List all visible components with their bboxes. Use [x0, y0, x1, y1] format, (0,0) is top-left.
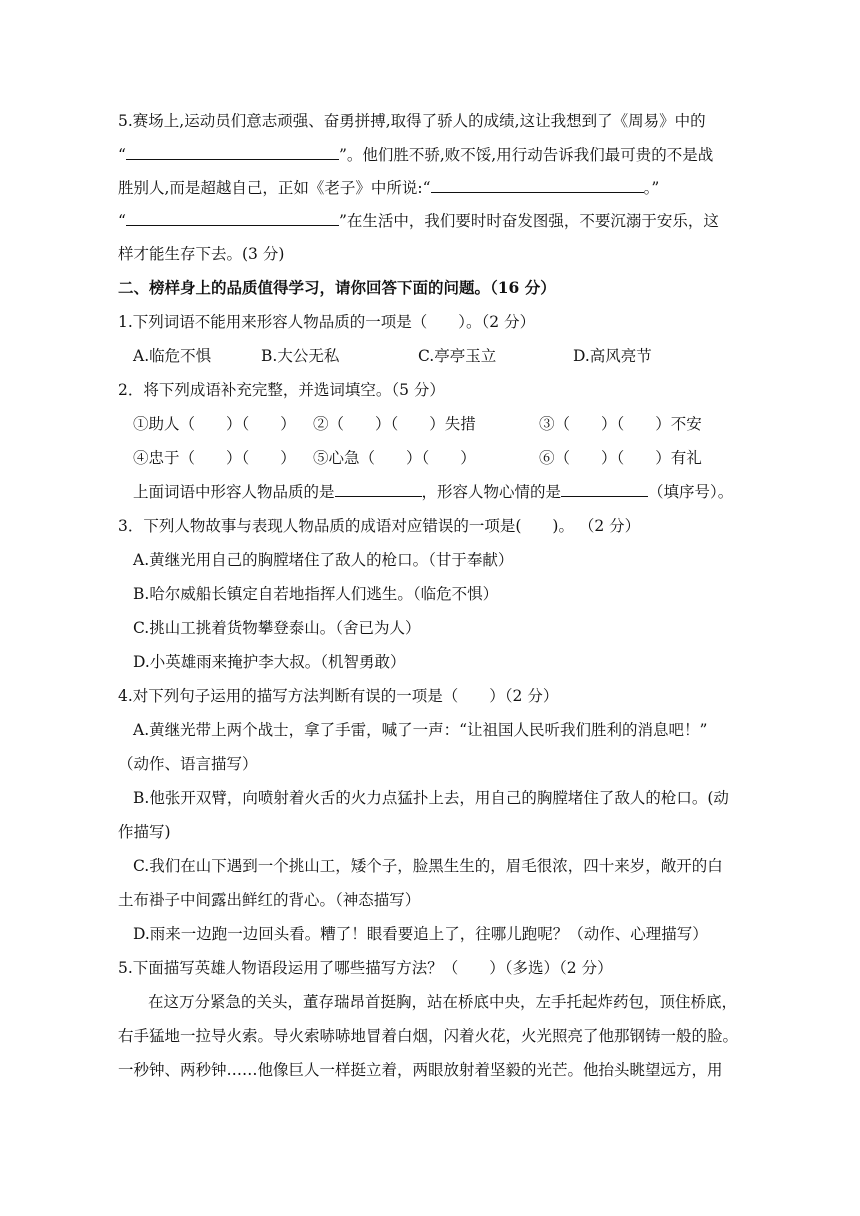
- q1-stem: 1.下列词语不能用来形容人物品质的一项是（ ）。（2 分）: [118, 313, 536, 331]
- idiom-item[interactable]: ②（ ）（ ）失措: [313, 415, 476, 433]
- idiom-item[interactable]: ⑤心急（ ）（ ）: [313, 449, 476, 467]
- answer-blank[interactable]: [431, 177, 644, 193]
- answer-blank[interactable]: [561, 481, 648, 497]
- q1-option-b[interactable]: B.大公无私: [261, 347, 340, 365]
- q4-option-d[interactable]: D.雨来一边跑一边回头看。糟了！眼看要追上了，往哪儿跑呢？（动作、心理描写）: [133, 925, 708, 943]
- q5-top-line1: 5.赛场上,运动员们意志顽强、奋勇拼搏,取得了骄人的成绩,这让我想到了《周易》中的: [118, 112, 706, 130]
- q3-option-d[interactable]: D.小英雄雨来掩护李大叔。（机智勇敢）: [133, 653, 406, 671]
- q5-top-line4: “ ”在生活中，我们要时时奋发图强，不要沉溺于安乐，这: [118, 212, 719, 230]
- q2-fill-line: 上面词语中形容人物品质的是 ，形容人物心情的是 （填序号）。: [133, 483, 734, 501]
- q4-option-a-cont: （动作、语言描写）: [118, 755, 258, 773]
- q4-stem: 4.对下列句子运用的描写方法判断有误的一项是（ ）（2 分）: [118, 687, 559, 705]
- q5-top-line2: “ ”。他们胜不骄,败不馁,用行动告诉我们最可贵的不是战: [118, 146, 714, 164]
- passage-line: 右手猛地一拉导火索。导火索哧哧地冒着白烟，闪着火花，火光照亮了他那钢铸一般的脸。: [118, 1027, 739, 1045]
- q3-option-b[interactable]: B.哈尔威船长镇定自若地指挥人们逃生。（临危不惧）: [133, 585, 499, 603]
- answer-blank[interactable]: [126, 210, 339, 226]
- q3-stem: 3．下列人物故事与表现人物品质的成语对应错误的一项是( )。 （2 分）: [118, 517, 641, 535]
- q1-option-a[interactable]: A.临危不惧: [133, 347, 212, 365]
- q5-stem: 5.下面描写英雄人物语段运用了哪些描写方法？（ ）（多选）（2 分）: [118, 959, 613, 977]
- section-heading: 二、榜样身上的品质值得学习，请你回答下面的问题。（16 分）: [118, 278, 556, 297]
- answer-blank[interactable]: [126, 144, 339, 160]
- q5-top-line3: 胜别人,而是超越自己，正如《老子》中所说:“ 。”: [118, 179, 660, 197]
- q3-option-c[interactable]: C.挑山工挑着货物攀登泰山。（舍已为人）: [133, 619, 421, 637]
- q4-option-c-cont: 土布褂子中间露出鲜红的背心。（神态描写）: [118, 891, 421, 909]
- q2-stem: 2．将下列成语补充完整，并选词填空。（5 分）: [118, 381, 445, 399]
- passage-line: 一秒钟、两秒钟……他像巨人一样挺立着，两眼放射着坚毅的光芒。他抬头眺望远方，用: [118, 1061, 723, 1079]
- q4-option-b[interactable]: B.他张开双臂，向喷射着火舌的火力点猛扑上去，用自己的胸膛堵住了敌人的枪口。(动: [133, 789, 729, 807]
- q4-option-a[interactable]: A.黄继光带上两个战士，拿了手雷，喊了一声：“让祖国人民听我们胜利的消息吧！”: [133, 721, 708, 739]
- q1-option-c[interactable]: C.亭亭玉立: [418, 347, 497, 365]
- q4-option-b-cont: 作描写): [118, 823, 171, 841]
- passage-line: 在这万分紧急的关头，董存瑞昂首挺胸，站在桥底中央，左手托起炸药包，顶住桥底，: [148, 993, 738, 1011]
- idiom-item[interactable]: ④忠于（ ）（ ）: [133, 449, 296, 467]
- answer-blank[interactable]: [335, 481, 422, 497]
- idiom-item[interactable]: ⑥（ ）（ ）有礼: [539, 449, 702, 467]
- q5-top-line5: 样才能生存下去。(3 分): [118, 245, 285, 263]
- q4-option-c[interactable]: C.我们在山下遇到一个挑山工，矮个子，脸黑生生的，眉毛很浓，四十来岁，敞开的白: [133, 857, 723, 875]
- q3-option-a[interactable]: A.黄继光用自己的胸膛堵住了敌人的枪口。（甘于奉献）: [133, 551, 514, 569]
- idiom-item[interactable]: ③（ ）（ ）不安: [539, 415, 702, 433]
- q1-option-d[interactable]: D.高风亮节: [573, 347, 652, 365]
- idiom-item[interactable]: ①助人（ ）（ ）: [133, 415, 296, 433]
